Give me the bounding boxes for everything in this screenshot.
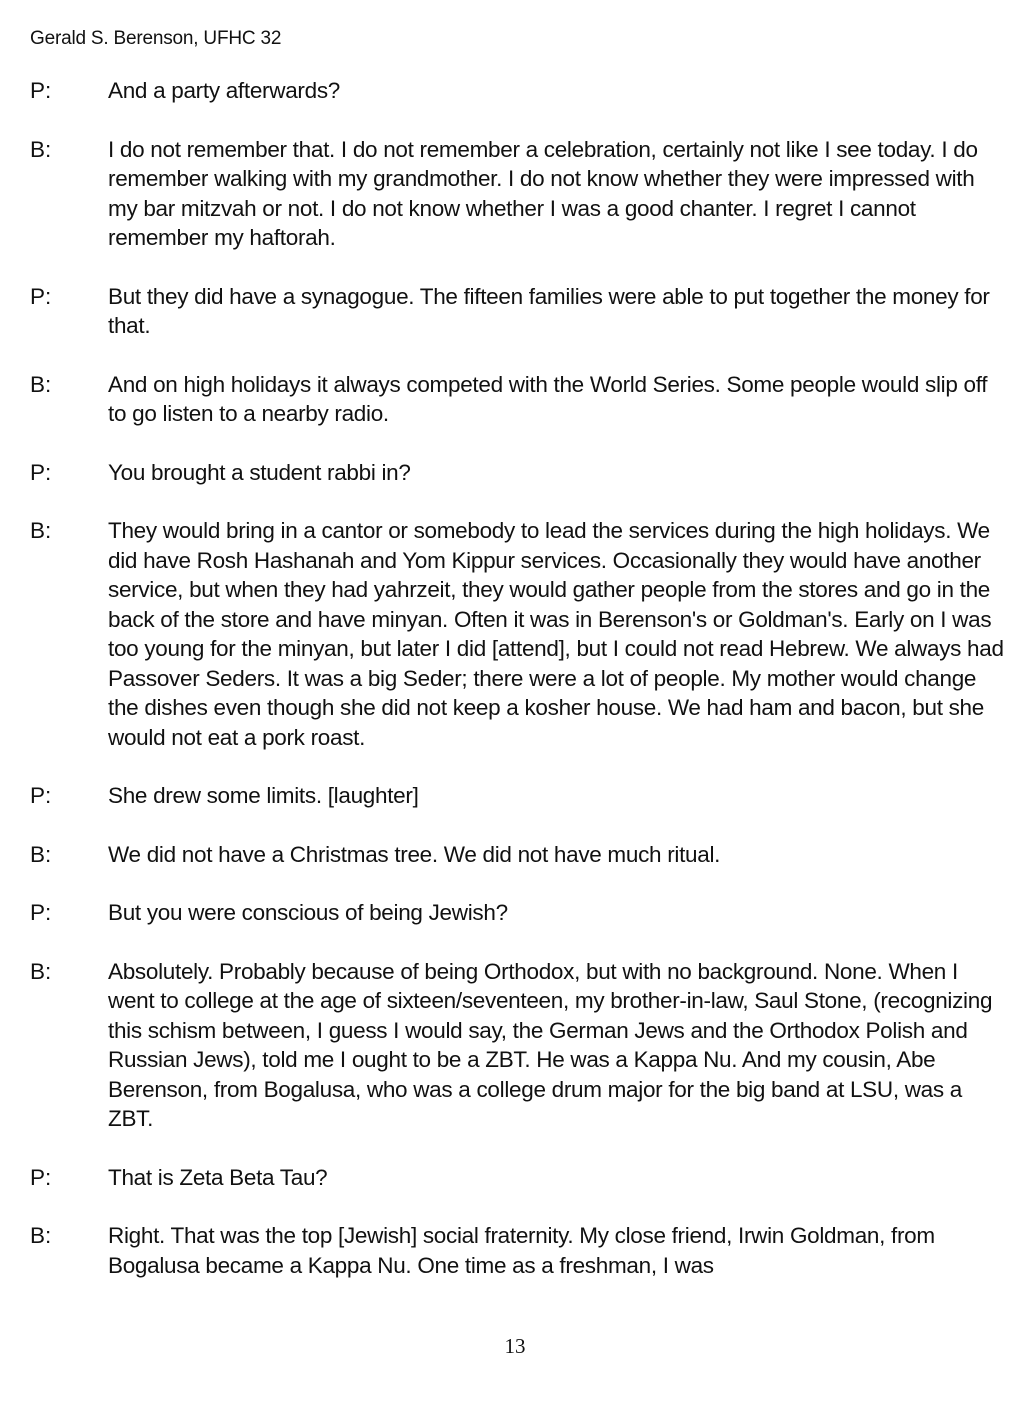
speech-text: That is Zeta Beta Tau? [108,1164,328,1190]
speech-text: And on high holidays it always competed with the World Series. Some people would slip off to go listen to a nearby radio. [108,371,988,426]
transcript [30,76,1005,1309]
speaker-label: P: [30,1164,52,1190]
transcript-turn [30,458,1005,488]
speaker-label: P: [30,283,52,309]
transcript-turn [30,898,1005,928]
speech-text: They would bring in a cantor or somebody to lead the services during the high holidays. We did have Rosh Hashanah and Yom Kippur services. Occasionally they would have another service, but when they had yahrzeit, they would gather people from the stores and go in the back of the store and have minyan. Often it was in Berenson's or Goldman's. Early on I was too young for the minyan, but later I did [attend], but I could not read Hebrew. We always had Passover Seders. It was a big Seder; there were a lot of people. My mother would change the dishes even though she did not keep a kosher house. We had ham and bacon, but she would not eat a pork roast. [108,518,1004,750]
transcript-turn [30,1163,1005,1193]
speech-text: Right. That was the top [Jewish] social fraternity. My close friend, Irwin Goldman, from Bogalusa became a Kappa Nu. One time as a freshman, I was [108,1223,935,1278]
speaker-label: B: [30,1223,52,1248]
speaker-label: B: [30,136,52,162]
transcript-turn [30,516,1005,752]
transcript-turn [30,76,1005,106]
speaker-label: P: [30,900,52,925]
speech-text: And a party afterwards? [108,78,340,103]
speech-text: I do not remember that. I do not remember a celebration, certainly not like I see today. I do remember walking with my grandmother. I do not know whether they were impressed with my bar mitzvah or not. I do not know whether I was a good chanter. I regret I cannot remember my haftorah. [108,136,978,250]
transcript-turn [30,135,1005,253]
speech-text: You brought a student rabbi in? [108,459,411,485]
speech-text: She drew some limits. [laughter] [108,783,419,808]
transcript-turn [30,1221,1005,1280]
speech-text: We did not have a Christmas tree. We did not have much ritual. [108,841,721,867]
speaker-label: B: [30,371,52,397]
speaker-label: P: [30,78,52,103]
transcript-turn [30,370,1005,429]
speaker-label: P: [30,459,52,485]
transcript-turn [30,282,1005,341]
speech-text: But you were conscious of being Jewish? [108,900,508,925]
transcript-turn [30,957,1005,1134]
speaker-label: B: [30,518,52,543]
speech-text: Absolutely. Probably because of being Orthodox, but with no background. None. When I went to college at the age of sixteen/seventeen, my brother-in-law, Saul Stone, (recognizing this schism between, I guess I would say, the German Jews and the Orthodox Polish and Russian Jews), told me I ought to be a ZBT. He was a Kappa Nu. And my cousin, Abe Berenson, from Bogalusa, who was a college drum major for the big band at LSU, was a ZBT. [108,958,993,1131]
page-number: 13 [504,1334,526,1358]
document-header: Gerald S. Berenson, UFHC 32 [30,28,282,49]
speaker-label: P: [30,783,52,808]
speaker-label: B: [30,841,52,867]
speaker-label: B: [30,958,52,984]
transcript-turn [30,840,1005,870]
speech-text: But they did have a synagogue. The fifteen families were able to put together the money for that. [108,283,990,338]
transcript-turn [30,781,1005,811]
